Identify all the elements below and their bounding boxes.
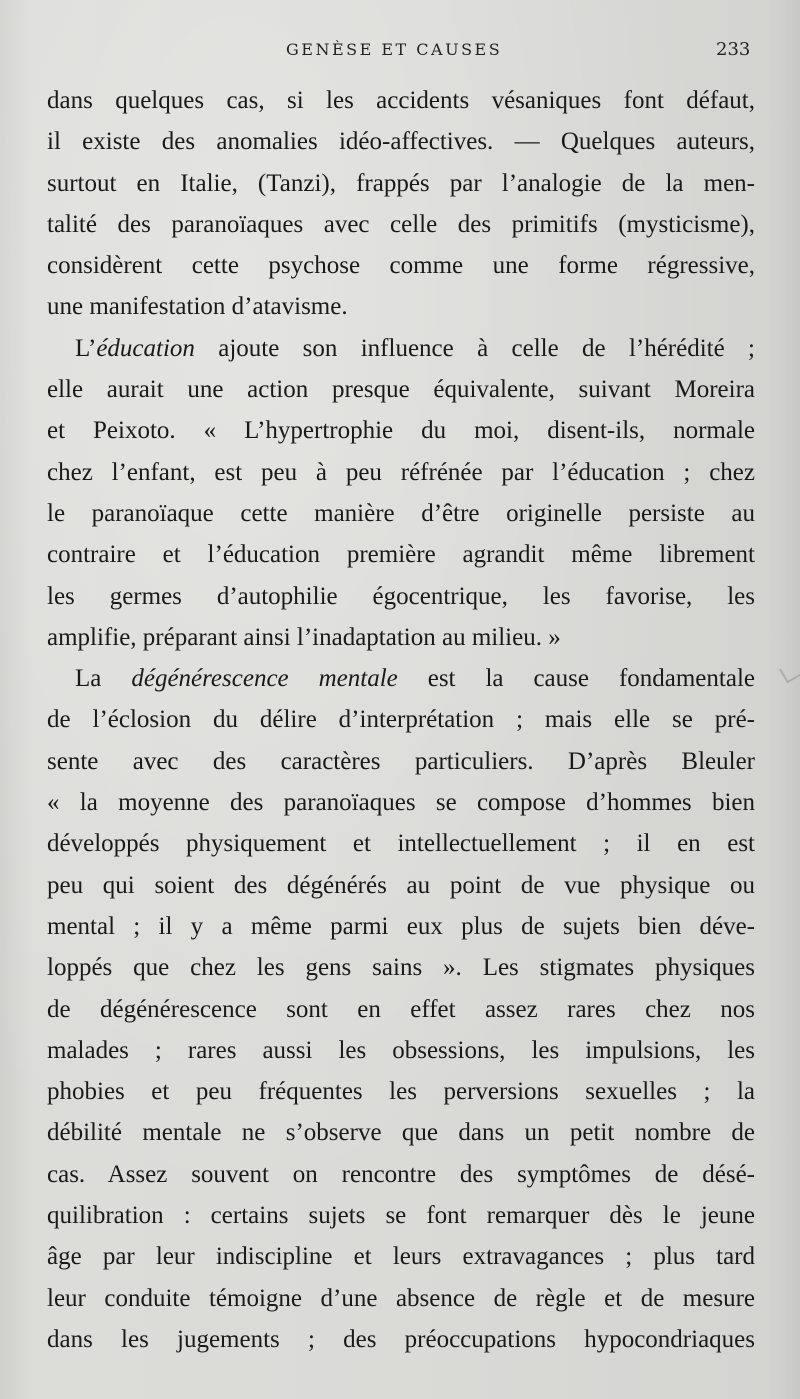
paragraph-lead: La [75,665,102,693]
text-line: dans les jugements ; des préoccupations hypocondriaques [47,1325,755,1353]
paragraph-lead: L’ [75,334,97,362]
text-line: surtout en Italie, (Tanzi), frappés par l’analogie de la men- [47,169,755,197]
text-line: mental ; il y a même parmi eux plus de sujets bien déve- [47,912,755,940]
text-line: peu qui soient des dégénérés au point de vue physique ou [47,871,755,899]
text-line: débilité mentale ne s’observe que dans un petit nombre de [47,1119,755,1147]
text-line: « la moyenne des paranoïaques se compose d’hommes bien [47,789,755,817]
paragraph-start-line [47,658,755,699]
text-line: phobies et peu fréquentes les perversions sexuelles ; la [47,1078,755,1106]
text-line: loppés que chez les gens sains ». Les stigmates physiques [47,954,755,982]
text-line: le paranoïaque cette manière d’être originelle persiste au [47,499,755,527]
text-line: chez l’enfant, est peu à peu réfrénée par l’éducation ; chez [47,458,755,486]
text-line: quilibration : certains sujets se font remarquer dès le jeune [47,1202,755,1230]
margin-mark [779,661,800,684]
text-line: leur conduite témoigne d’une absence de règle et de mesure [47,1284,755,1312]
text-line: sente avec des caractères particuliers. D’après Bleuler [47,747,755,775]
body-text [47,80,755,1360]
text-line: dans quelques cas, si les accidents vésaniques font défaut, [47,87,755,114]
page-number: 233 [716,39,751,60]
page-header [0,40,800,68]
running-head: GENÈSE ET CAUSES [286,40,503,59]
text-line: talité des paranoïaques avec celle des primitifs (mysticisme), [47,210,755,238]
text-line-rest: est la cause fondamentale [427,665,755,693]
text-line: il existe des anomalies idéo-affectives. — Quelques auteurs, [47,128,755,156]
text-line: de dégénérescence sont en effet assez rares chez nos [47,995,755,1023]
text-line: et Peixoto. « L’hypertrophie du moi, disent-ils, normale [47,417,755,445]
paragraph-start-line [47,328,755,369]
emphasized-term: éducation [96,334,195,362]
text-line: elle aurait une action presque équivalente, suivant Moreira [47,376,755,404]
text-line: une manifestation d’atavisme. [47,293,348,321]
text-line: cas. Assez souvent on rencontre des symptômes de désé- [47,1160,755,1188]
text-line: développés physiquement et intellectuellement ; il en est [47,830,755,858]
text-line: contraire et l’éducation première agrandit même librement [47,541,755,569]
text-line: amplifie, préparant ainsi l’inadaptation au milieu. » [47,623,561,651]
text-line-rest: ajoute son influence à celle de l’hérédité ; [218,334,756,362]
emphasized-term: dégénérescence mentale [131,665,398,693]
text-line: considèrent cette psychose comme une forme régressive, [47,252,755,280]
text-line: les germes d’autophilie égocentrique, les favorise, les [47,582,755,610]
text-line: de l’éclosion du délire d’interprétation ; mais elle se pré- [47,706,755,734]
text-line: malades ; rares aussi les obsessions, les impulsions, les [47,1036,755,1064]
text-line: âge par leur indiscipline et leurs extravagances ; plus tard [47,1243,755,1271]
